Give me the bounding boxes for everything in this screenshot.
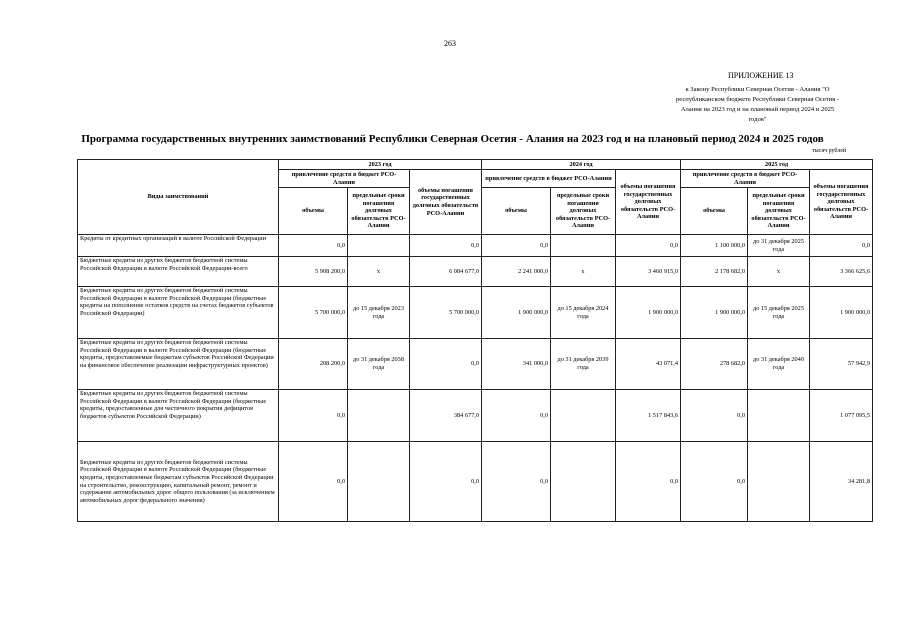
cell-term-2025 bbox=[748, 442, 810, 522]
cell-repay-2024: 1 517 843,6 bbox=[616, 390, 681, 442]
cell-term-2025: до 15 декабря 2025 года bbox=[748, 287, 810, 339]
header-volume-2023: объемы bbox=[279, 188, 348, 235]
header-term-2024: предельные сроки погашения долговых обязательств РСО-Алании bbox=[551, 188, 616, 235]
cell-repay-2023: 5 700 000,0 bbox=[410, 287, 482, 339]
appendix-ref-line: Алания на 2023 год и на плановый период 2024 и 2025 bbox=[680, 106, 835, 113]
table-row bbox=[78, 390, 873, 442]
header-term-2023: предельные сроки погашения долговых обязательств РСО-Алании bbox=[348, 188, 410, 235]
cell-volume-2025: 1 100 000,0 bbox=[681, 235, 748, 257]
table-row bbox=[78, 257, 873, 287]
cell-volume-2025: 0,0 bbox=[681, 442, 748, 522]
cell-term-2025: до 31 декабря 2040 года bbox=[748, 339, 810, 390]
cell-term-2023 bbox=[348, 235, 410, 257]
row-label: Бюджетные кредиты из других бюджетов бюджетной системы Российской Федерации в валюте Российской Федерации-всего bbox=[78, 257, 279, 287]
row-label: Бюджетные кредиты из других бюджетов бюджетной системы Российской Федерации в валюте Российской Федерации (бюджетные кредиты на пополнение остатков средств на счетах бюджетов субъектов Российской Федерации) bbox=[78, 287, 279, 339]
cell-repay-2023: 0,0 bbox=[410, 442, 482, 522]
row-label: Бюджетные кредиты из других бюджетов бюджетной системы Российской Федерации в валюте Российской Федерации (бюджетные кредиты, предоставляемые бюджетам субъектов Российской Федерации на финансовое обеспечение реализации инфраструктурных проектов) bbox=[78, 339, 279, 390]
cell-repay-2024: 0,0 bbox=[616, 442, 681, 522]
cell-term-2025: до 31 декабря 2025 года bbox=[748, 235, 810, 257]
header-attract-2024: привлечение средств в бюджет РСО-Алании bbox=[482, 170, 616, 188]
appendix-title: ПРИЛОЖЕНИЕ 13 bbox=[728, 71, 794, 80]
cell-term-2024 bbox=[551, 442, 616, 522]
table-row bbox=[78, 235, 873, 257]
appendix-ref-line: к Закону Республики Северная Осетия - Алания "О bbox=[685, 86, 830, 93]
cell-term-2023: до 15 декабря 2023 года bbox=[348, 287, 410, 339]
cell-term-2025 bbox=[748, 390, 810, 442]
appendix-ref-line: республиканском бюджете Республики Северная Осетия - bbox=[675, 96, 840, 103]
header-kind: Виды заимствований bbox=[78, 160, 279, 235]
cell-term-2023: до 31 декабря 2038 года bbox=[348, 339, 410, 390]
cell-term-2023 bbox=[348, 390, 410, 442]
cell-volume-2025: 278 682,0 bbox=[681, 339, 748, 390]
borrowing-program-table bbox=[77, 159, 873, 522]
cell-volume-2024: 0,0 bbox=[482, 390, 551, 442]
row-label: Кредиты от кредитных организаций в валюте Российской Федерации bbox=[78, 235, 279, 257]
header-year-2025: 2025 год bbox=[681, 160, 873, 170]
header-attract-2023: привлечение средств в бюджет РСО-Алании bbox=[279, 170, 410, 188]
cell-repay-2025: 1 900 000,0 bbox=[810, 287, 873, 339]
header-term-2025: предельные сроки погашения долговых обязательств РСО-Алании bbox=[748, 188, 810, 235]
table-row bbox=[78, 442, 873, 522]
header-year-2024: 2024 год bbox=[482, 160, 681, 170]
units-label: тысяч рублей bbox=[812, 148, 847, 154]
cell-volume-2024: 2 241 000,0 bbox=[482, 257, 551, 287]
cell-volume-2023: 208 200,0 bbox=[279, 339, 348, 390]
cell-repay-2024: 3 460 915,0 bbox=[616, 257, 681, 287]
cell-repay-2023: 6 084 677,0 bbox=[410, 257, 482, 287]
cell-repay-2023: 384 677,0 bbox=[410, 390, 482, 442]
header-repay-2023: объемы погашения государственных долговых обязательств РСО-Алании bbox=[410, 170, 482, 235]
row-label: Бюджетные кредиты из других бюджетов бюджетной системы Российской Федерации в валюте Российской Федерации (бюджетные кредиты, предоставленные бюджетам субъектов Российской Федерации на строительство, реконструкцию, капитальный ремонт, ремонт и содержание автомобильных дорог общего пользования (за исключением автомобильных дорог федерального значения) bbox=[78, 442, 279, 522]
cell-term-2023: х bbox=[348, 257, 410, 287]
cell-term-2024 bbox=[551, 235, 616, 257]
cell-term-2023 bbox=[348, 442, 410, 522]
cell-repay-2024: 43 071,4 bbox=[616, 339, 681, 390]
cell-repay-2025: 1 077 095,5 bbox=[810, 390, 873, 442]
cell-volume-2025: 2 178 682,0 bbox=[681, 257, 748, 287]
cell-term-2024: до 15 декабря 2024 года bbox=[551, 287, 616, 339]
cell-repay-2023: 0,0 bbox=[410, 339, 482, 390]
cell-volume-2023: 5 908 200,0 bbox=[279, 257, 348, 287]
appendix-reference bbox=[655, 85, 860, 125]
page-number: 263 bbox=[444, 39, 456, 48]
cell-repay-2024: 0,0 bbox=[616, 235, 681, 257]
cell-repay-2023: 0,0 bbox=[410, 235, 482, 257]
document-title: Программа государственных внутренних заимствований Республики Северная Осетия - Алания на 2023 год и на плановый период 2024 и 2025 годов bbox=[81, 133, 824, 145]
cell-volume-2023: 0,0 bbox=[279, 235, 348, 257]
header-repay-2025: объемы погашения государственных долговых обязательств РСО-Алании bbox=[810, 170, 873, 235]
cell-volume-2024: 0,0 bbox=[482, 235, 551, 257]
cell-repay-2025: 57 942,9 bbox=[810, 339, 873, 390]
header-attract-2025: привлечение средств в бюджет РСО-Алании bbox=[681, 170, 810, 188]
appendix-ref-line: годов" bbox=[748, 116, 767, 123]
row-label: Бюджетные кредиты из других бюджетов бюджетной системы Российской Федерации в валюте Российской Федерации (бюджетные кредиты, предоставленные для частичного покрытия дефицитов бюджетов субъектов Российской Федерации) bbox=[78, 390, 279, 442]
cell-volume-2025: 1 900 000,0 bbox=[681, 287, 748, 339]
cell-repay-2025: 0,0 bbox=[810, 235, 873, 257]
table-row bbox=[78, 287, 873, 339]
cell-repay-2025: 3 366 625,6 bbox=[810, 257, 873, 287]
cell-term-2024: х bbox=[551, 257, 616, 287]
header-volume-2024: объемы bbox=[482, 188, 551, 235]
cell-volume-2024: 0,0 bbox=[482, 442, 551, 522]
header-year-2023: 2023 год bbox=[279, 160, 482, 170]
table-row bbox=[78, 339, 873, 390]
header-repay-2024: объемы погашения государственных долговых обязательств РСО-Алании bbox=[616, 170, 681, 235]
cell-volume-2023: 0,0 bbox=[279, 390, 348, 442]
header-volume-2025: объемы bbox=[681, 188, 748, 235]
cell-volume-2024: 1 900 000,0 bbox=[482, 287, 551, 339]
cell-volume-2023: 5 700 000,0 bbox=[279, 287, 348, 339]
cell-repay-2025: 34 281,8 bbox=[810, 442, 873, 522]
cell-term-2024 bbox=[551, 390, 616, 442]
cell-term-2025: х bbox=[748, 257, 810, 287]
cell-volume-2023: 0,0 bbox=[279, 442, 348, 522]
cell-volume-2025: 0,0 bbox=[681, 390, 748, 442]
cell-volume-2024: 341 000,0 bbox=[482, 339, 551, 390]
cell-term-2024: до 31 декабря 2039 года bbox=[551, 339, 616, 390]
cell-repay-2024: 1 900 000,0 bbox=[616, 287, 681, 339]
